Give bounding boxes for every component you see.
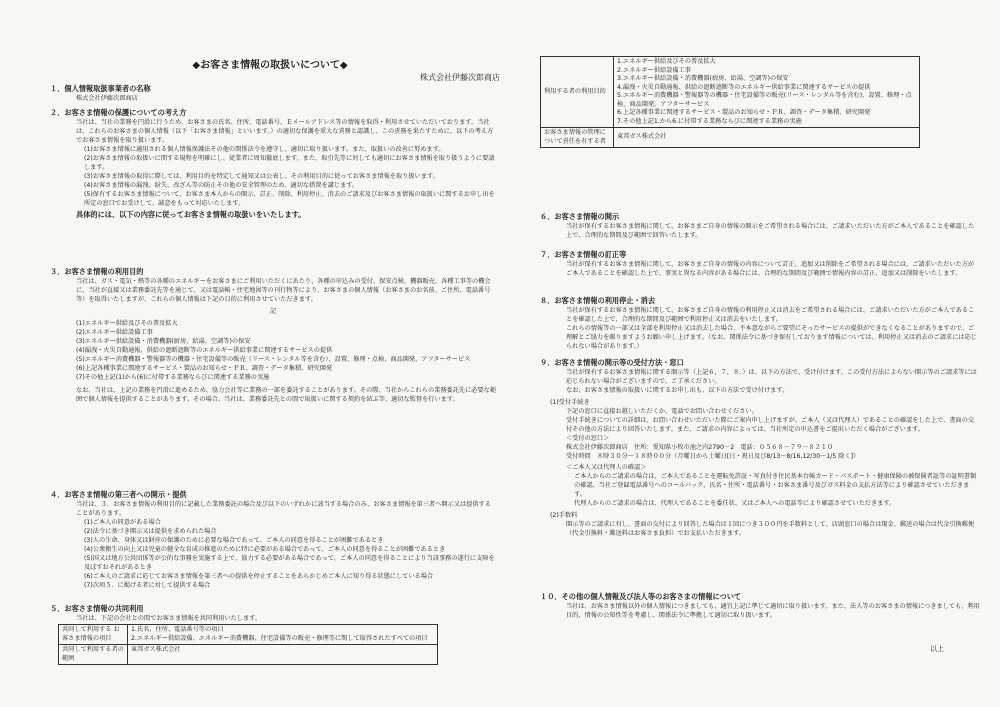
table-label-cell: 共同して利用する お客さま情報の項目	[59, 625, 128, 645]
list-item: (4)公衆衛生の向上又は児童の健全な育成の推進のために特に必要がある場合であって、ご本人の同意を得ることが困難であるとき	[84, 546, 446, 553]
section-text: 当社は、当社の業務を円滑に行うため、お客さまの氏名、住所、電話番号、Ｅメールアドレス等の情報を取得・利用させていただいております。当社は、これらのお客さまの個人情報（以下「お客さま情報」といいます。）の適切な保護を重大な責務と認識し、この責務を果たすために、以下の考え方でお客さま情報を取り扱います。	[76, 119, 494, 144]
section-text: 当社が保有するお客さま情報に関して、お客さまご自身の情報の開示をご希望される場合には、ご請求いただいた方がご本人であることを確認した上で、合理的な期間及び範囲で回答いたします。	[566, 223, 975, 239]
table-value-line: 3.エネルギー供給設備・消費機器(厨房、給湯、空調等)の保安	[617, 75, 789, 82]
list-item: (1)エネルギー供給及びその普及拡大	[76, 320, 178, 327]
table-value-line: 2.エネルギー供給設備工事	[617, 66, 691, 74]
section-heading: ３．お客さま情報の利用目的	[50, 267, 144, 276]
section-text: なお、当社は、上記の業務を円滑に進めるため、協力会社等に業務の一部を委託することがあります。その際、当社からこれらの業務委託先に必要な範囲で個人情報を提供することがあります。その場合、当社は、業務委託先との間で取扱いに関する契約を結ぶ等、適切な監督を行います。	[76, 387, 497, 403]
subsection-heading: (1)受付手続き	[550, 399, 590, 406]
section-note: 具体的には、以下の内容に従ってお客さま情報の取扱いをいたします。	[76, 210, 306, 219]
section-text: 株式会社伊藤次郎商店	[76, 95, 138, 102]
list-item: (3)お客さま情報の取得に際しては、利用目的を特定して通知又は公表し、その利用目的に従ってお客さま情報を取り扱います。	[84, 173, 439, 180]
list-item: (7)次項５．に掲げる者に対して提供する場合	[84, 582, 211, 589]
subsection-heading: (2)手数料	[550, 512, 578, 519]
table-label-cell: 利用する者の利用目的	[541, 57, 614, 128]
window-hours: 受付時間 ８時３０分～１８時００分（月曜日から土曜日[日・祝日及び8/13～8/16,12/30～1/5 除く]）	[566, 453, 860, 460]
section-3	[50, 267, 496, 404]
section-text: 当社は、３．お客さま情報の利用目的に記載した業務委託の場合及び以下のいずれかに該当する場合のみ、お客さま情報を第三者へ開示又は提供することがあります。	[76, 501, 491, 517]
page-title: ◆お客さま情報の取扱いについて◆	[192, 60, 348, 71]
section-text: 当社は、下記の会社との間でお客さま情報を共同利用いたします。	[76, 615, 262, 622]
window-address: 株式会社伊藤次郎商店 住所：愛知県小牧市池之内2790－2 電話：０５６８－７９－８２１０	[566, 444, 834, 451]
company-name: 株式会社伊藤次郎商店	[420, 73, 500, 82]
table-value-cell	[128, 625, 438, 645]
list-item: (6)ご本人のご請求に応じてお客さま情報を第三者への提供を停止することをあらかじめご本人に知り得る状態にしている場合	[84, 573, 434, 580]
section-1	[50, 84, 490, 103]
window-title: ＜受付の窓口＞	[566, 435, 610, 442]
section-heading: ５．お客さま情報の共同利用	[50, 604, 144, 613]
list-item: (3)人の生命、身体又は財産の保護のために必要な場合であって、ご本人の同意を得ることが困難であるとき	[84, 537, 384, 544]
table-row	[59, 645, 438, 665]
list-item: (1)お客さま情報に適用される個人情報保護法その他の関係法令を遵守し、適切に取り扱います。また、取扱いの改善に努めます。	[84, 146, 445, 153]
section-heading: ６．お客さま情報の開示	[540, 212, 620, 221]
list-item: (4)お客さま情報の漏洩、紛失、改ざん等の防止その他の安全管理のため、適切な措置を講じます。	[84, 182, 359, 189]
list-item: (2)法令に基づき開示又は提供を求められた場合	[84, 528, 217, 535]
shared-use-table	[58, 624, 438, 665]
section-text: 受付手続きについての詳細は、お問い合わせいただいた際にご案内申し上げますが、ご本人（又は代理人）であることの確認をした上で、書面の交付その他の方法により回答いたします。また、ご請求の内容によっては、当社所定の申込書をご提出いただく場合がございます。	[566, 417, 975, 433]
list-item: (5)エネルギー消費機器・警報器等の機器・住宅設備等の販売（リース・レンタル等を含む）、設置、修理・点検、商品開発、アフターサービス	[76, 356, 471, 363]
section-heading: ８．お客さま情報の利用停止・消去	[540, 296, 656, 305]
table-value-cell: 東邦ガス株式会社	[128, 645, 438, 665]
section-text: 当社は、お客さま情報以外の個人情報につきましても、適宜上記に準じて適切に取り扱います。また、法人等のお客さまの情報につきましても、利用目的、情報の公知性等を考慮し、関係法令に準拠して適切に取り扱います。	[566, 603, 980, 619]
section-text: 当社が保有するお客さま情報に関して、お客さまご自身の情報の利用停止又は消去をご希望される場合には、ご請求いただいた方がご本人であることを確認した上で、合理的な期間及び範囲で利用停止又は消去をいたします。	[566, 307, 975, 323]
table-value-line: 4.漏洩・火災自動通報、供給の遮断遮断等のエネルギー供給事業に関連するサービスの提供	[617, 83, 871, 91]
section-7	[540, 250, 980, 278]
section-heading: １．個人情報取扱事業者の名称	[50, 84, 151, 93]
table-label-cell: お客さま情報の管理について責任を有する者	[541, 128, 614, 148]
list-item: (2)お客さま情報の取扱いに関する規程を明確にし、従業者に周知徹底します。また、取引先等に対しても適切にお客さま情報を取り扱うように要請します。	[84, 155, 495, 171]
list-item: (4)漏洩・火災自動通報、供給の遮断遮断等のエネルギー供給事業に関連するサービスの提供	[76, 347, 333, 354]
section-10	[540, 592, 980, 620]
section-9	[540, 358, 980, 538]
table-value-line: 6.上記各種事業に関連するサービス・製品のお知らせ・ＰＲ、調査・データ集積、研究開発	[617, 109, 871, 116]
section-text: 下記の窓口に直接お越しいただくか、電話でお問い合わせください。	[566, 408, 758, 415]
list-item: (5)国又は地方公共団体等が公的な事務を実施する上で、協力する必要がある場合であって、ご本人の同意を得ることにより当該事務の遂行に支障を及ぼすおそれがあるとき	[84, 555, 495, 571]
agent-title: ＜ご本人又は代理人の確認＞	[566, 464, 647, 471]
table-row	[541, 57, 920, 128]
section-heading: ７．お客さま情報の訂正等	[540, 250, 627, 259]
ki-mark: 記	[269, 308, 277, 315]
purpose-table	[540, 56, 920, 148]
table-value-line: 7.その他上記1.から6.に付帯する業務ならびに関連する業務の実施	[617, 117, 802, 125]
section-5	[50, 604, 496, 623]
list-item: (2)エネルギー供給設備工事	[76, 329, 153, 336]
section-8	[540, 296, 980, 351]
section-heading: ９．お客さま情報の開示等の受付方法・窓口	[540, 358, 684, 367]
list-item: (1)ご本人の同意がある場合	[84, 519, 161, 526]
section-text: 当社が保有するお客さま情報に関する開示等（上記６，７，８．）は、以下の方法で、受け付けます。この受付方法によらない開示等のご請求等には応じられない場合がございますので、ご了承ください。	[566, 369, 977, 385]
section-heading: ２．お客さま情報の保護についての考え方	[50, 108, 187, 117]
section-6	[540, 212, 980, 240]
section-text: 当社が保有するお客さま情報に関して、お客さまご自身の情報の内容について訂正、追加又は削除をご希望される場合には、ご請求いただいた方がご本人であることを確認した上で、事実と異なる内容がある場合には、合理的な期間及び範囲で情報内容の訂正、追加又は削除をいたします。	[566, 261, 975, 277]
section-text: 当社は、ガス・電気・熱等の各種のエネルギーをお客さまにご利用いただくにあたり、各種の申込みの受付、保安点検、機器販売、各種工事等の機会に、当社が直接又は業務委託先等を通じて、又は電話帳・住宅地図等の刊行物等により、お客さまの個人情報（お客さまのお名前、ご住所、電話番号等）を取得いたしますが、これらの個人情報は下記の目的に利用させていただきます。	[76, 278, 491, 303]
table-value-cell: 東邦ガス株式会社	[614, 128, 920, 148]
section-text: これらの情報等の一部又は全部を利用停止又は消去した場合、不本意ながらご要望にそったサービスの提供ができなくなることがありますので、ご理解とご協力を賜りますようお願い申し上げます。（なお、関係法令に基づき保有しております情報については、利用停止又は消去のご請求には応じられない場合があります。）	[566, 325, 977, 350]
table-value-line: 5.エネルギー消費機器・警報器等の機器・住宅設備等の販売(リース・レンタル等を含む)、設置、修理・点検、商品開発、アフターサービス	[617, 92, 912, 108]
table-value-line: 2.エネルギー供給設備、エネルギー消費機器、住宅設備等の販売・修理等に関して取得されたすべての項目	[131, 634, 428, 642]
table-value-cell	[614, 57, 920, 128]
list-item: (5)保有するお客さま情報について、お客さま本人からの開示、訂正、削除、利用停止、消去のご請求及びお客さま情報の取扱いに関するお申し出を所定の窓口でお受けして、誠意をもって対応いたします。	[84, 191, 495, 207]
section-text: ご本人からのご請求の場合は、ご本人であることを運転免許証・写真付き住民基本台帳カード・パスポート・健康保険の被保険者証等の証明書類の確認、当社ご登録電話番号へのコールバック、氏名・住所・電話番号・お客さま番号及びガス料金の支払方法等により確認させていただきます。	[574, 473, 977, 498]
section-text: 代理人からのご請求の場合は、代理人であることを委任状、又はご本人への電話等により確認させていただきます。	[574, 500, 896, 507]
section-heading: ４．お客さま情報の第三者への開示・提供	[50, 490, 187, 499]
section-4	[50, 490, 496, 590]
table-label-cell: 共同して利用する者の範囲	[59, 645, 128, 665]
table-value-line: 1.エネルギー供給及びその普及拡大	[617, 58, 716, 65]
list-item: (7)その他上記(1)から(6)に付帯する業務ならびに関連する業務の実施	[76, 374, 270, 381]
table-row	[541, 128, 920, 148]
section-2	[50, 108, 496, 220]
closing-mark: 以上	[930, 645, 944, 653]
table-value-line: 1.氏名、住所、電話番号等の項目	[131, 626, 224, 633]
table-row	[59, 625, 438, 645]
list-item: (3)エネルギー供給設備・消費機器(厨房、給湯、空調等)の保安	[76, 338, 251, 345]
list-item: (6)上記各種事業に関連するサービス・製品のお知らせ・ＰＲ、調査・データ集積、研究開発	[76, 365, 333, 372]
section-heading: １０．その他の個人情報及び法人等のお客さまの情報について	[540, 592, 742, 601]
section-text: 開示等のご請求に対し、書面の交付により回答した場合は１回につき３００円を手数料として、店頭窓口の場合は現金、郵送の場合は代金引換郵便（代金引換料・郵送料はお客さま負担）でお支払いただきます。	[566, 521, 975, 537]
section-text: なお、お客さま情報の取扱いに関するお申し出も、以下の方法で受け付けます。	[566, 387, 789, 394]
